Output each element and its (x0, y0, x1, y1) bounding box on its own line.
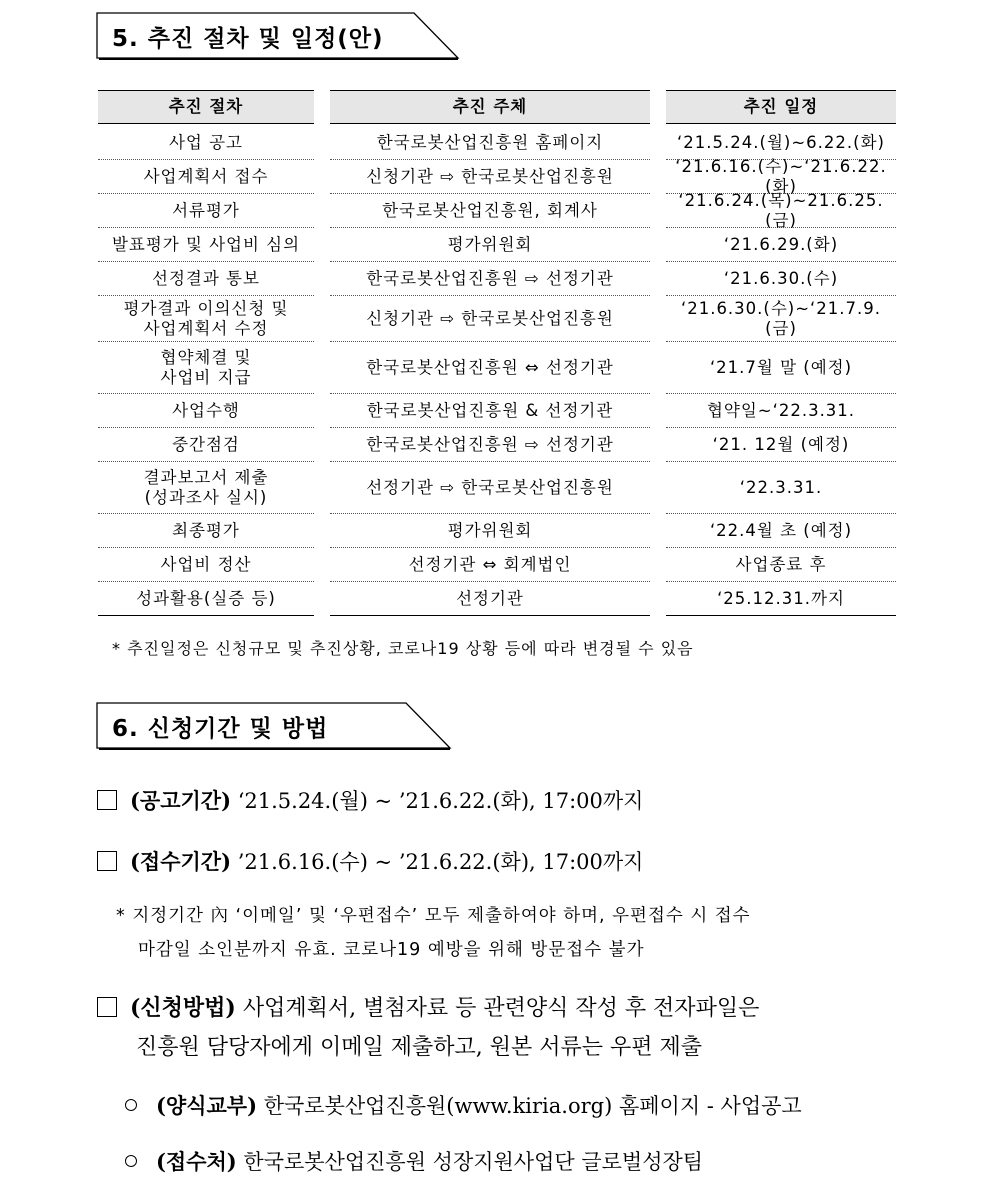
receipt-note-line-1: * 지정기간 內 ‘이메일’ 및 ‘우편접수’ 모두 제출하여야 하며, 우편접수 시 접수 (116, 906, 751, 926)
header-date: 추진 일정 (666, 90, 896, 124)
cell-step: 평가결과 이의신청 및 사업계획서 수정 (98, 296, 314, 342)
header-actor: 추진 주체 (330, 90, 650, 124)
cell-actor: 한국로봇산업진흥원 ⇨ 선정기관 (330, 262, 650, 296)
table-row (98, 296, 896, 342)
table-row (98, 394, 896, 428)
receipt-period-text: ’21.6.16.(수) ~ ’21.6.22.(화), 17:00까지 (231, 850, 644, 874)
form-dist-line (156, 1090, 802, 1120)
notice-period-text: ‘21.5.24.(월) ~ ’21.6.22.(화), 17:00까지 (231, 789, 644, 813)
table-row (98, 428, 896, 462)
cell-date: ‘25.12.31.까지 (666, 582, 896, 616)
cell-date: 사업종료 후 (666, 548, 896, 582)
cell-date: 협약일∼‘22.3.31. (666, 394, 896, 428)
method-line-2: 진흥원 담당자에게 이메일 제출하고, 원본 서류는 우편 제출 (136, 1035, 702, 1060)
table-row (98, 228, 896, 262)
cell-date: ‘21.7월 말 (예정) (666, 342, 896, 394)
cell-date: ‘21.6.29.(화) (666, 228, 896, 262)
method-label: (신청방법) (130, 995, 236, 1021)
form-dist-text: 한국로봇산업진흥원(www.kiria.org) 홈페이지 - 사업공고 (257, 1094, 802, 1118)
cell-actor: 선정기관 ⇨ 한국로봇산업진흥원 (330, 462, 650, 514)
cell-step: 서류평가 (98, 194, 314, 228)
form-dist-label: (양식교부) (156, 1093, 258, 1118)
checkbox-icon (97, 997, 117, 1017)
receipt-period-label: (접수기간) (130, 849, 232, 874)
cell-actor: 신청기관 ⇨ 한국로봇산업진흥원 (330, 296, 650, 342)
cell-step: 결과보고서 제출 (성과조사 실시) (98, 462, 314, 514)
checkbox-icon (97, 851, 117, 871)
cell-actor: 한국로봇산업진흥원 ⇨ 선정기관 (330, 428, 650, 462)
cell-date: ‘21.6.30.(수)∼‘21.7.9.(금) (666, 296, 896, 342)
cell-step: 최종평가 (98, 514, 314, 548)
table-row (98, 582, 896, 616)
cell-date: ‘22.4월 초 (예정) (666, 514, 896, 548)
submit-place-label: (접수처) (156, 1149, 237, 1174)
method-line-1 (130, 991, 759, 1022)
cell-step: 선정결과 통보 (98, 262, 314, 296)
cell-date: ‘21.5.24.(월)∼6.22.(화) (666, 126, 896, 160)
table-row (98, 514, 896, 548)
notice-period-line (130, 785, 643, 815)
checkbox-icon (97, 790, 117, 810)
cell-date: ‘21.6.30.(수) (666, 262, 896, 296)
table-row (98, 262, 896, 296)
submit-place-text: 한국로봇산업진흥원 성장지원사업단 글로벌성장팀 (236, 1150, 704, 1174)
receipt-note-line-2: 마감일 소인분까지 유효. 코로나19 예방을 위해 방문접수 불가 (138, 940, 645, 960)
table-row (98, 342, 896, 394)
circle-bullet-icon (125, 1099, 137, 1111)
section-5-title: 5. 추진 절차 및 일정(안) (112, 26, 384, 52)
cell-actor: 한국로봇산업진흥원 ⇔ 선정기관 (330, 342, 650, 394)
table-header-row (98, 90, 896, 124)
cell-step: 사업비 정산 (98, 548, 314, 582)
header-step: 추진 절차 (98, 90, 314, 124)
cell-date: ‘22.3.31. (666, 462, 896, 514)
table-note: * 추진일정은 신청규모 및 추진상황, 코로나19 상황 등에 따라 변경될 수 있음 (112, 639, 694, 658)
cell-date: ‘21.6.16.(수)∼‘21.6.22.(화) (666, 160, 896, 194)
submit-place-line (156, 1146, 703, 1176)
cell-step: 성과활용(실증 등) (98, 582, 314, 616)
cell-actor: 한국로봇산업진흥원 홈페이지 (330, 126, 650, 160)
cell-actor: 선정기관 ⇔ 회계법인 (330, 548, 650, 582)
cell-actor: 선정기관 (330, 582, 650, 616)
cell-actor: 한국로봇산업진흥원, 회계사 (330, 194, 650, 228)
table-row (98, 126, 896, 160)
receipt-period-line (130, 846, 643, 876)
table-row (98, 156, 896, 196)
notice-period-label: (공고기간) (130, 788, 232, 813)
section-6-header (96, 702, 452, 748)
cell-date: ‘21. 12월 (예정) (666, 428, 896, 462)
cell-actor: 신청기관 ⇨ 한국로봇산업진흥원 (330, 160, 650, 194)
cell-date: ‘21.6.24.(목)∼21.6.25.(금) (666, 194, 896, 228)
method-text-1: 사업계획서, 별첨자료 등 관련양식 작성 후 전자파일은 (235, 996, 760, 1021)
cell-step: 협약체결 및 사업비 지급 (98, 342, 314, 394)
cell-step: 발표평가 및 사업비 심의 (98, 228, 314, 262)
circle-bullet-icon (125, 1155, 137, 1167)
cell-actor: 평가위원회 (330, 514, 650, 548)
table-row (98, 462, 896, 514)
cell-step: 사업계획서 접수 (98, 160, 314, 194)
cell-step: 사업수행 (98, 394, 314, 428)
cell-step: 사업 공고 (98, 126, 314, 160)
cell-actor: 평가위원회 (330, 228, 650, 262)
section-6-title: 6. 신청기간 및 방법 (112, 716, 329, 742)
cell-step: 중간점검 (98, 428, 314, 462)
section-5-header (96, 12, 460, 58)
table-row (98, 548, 896, 582)
table-row (98, 190, 896, 230)
cell-actor: 한국로봇산업진흥원 & 선정기관 (330, 394, 650, 428)
